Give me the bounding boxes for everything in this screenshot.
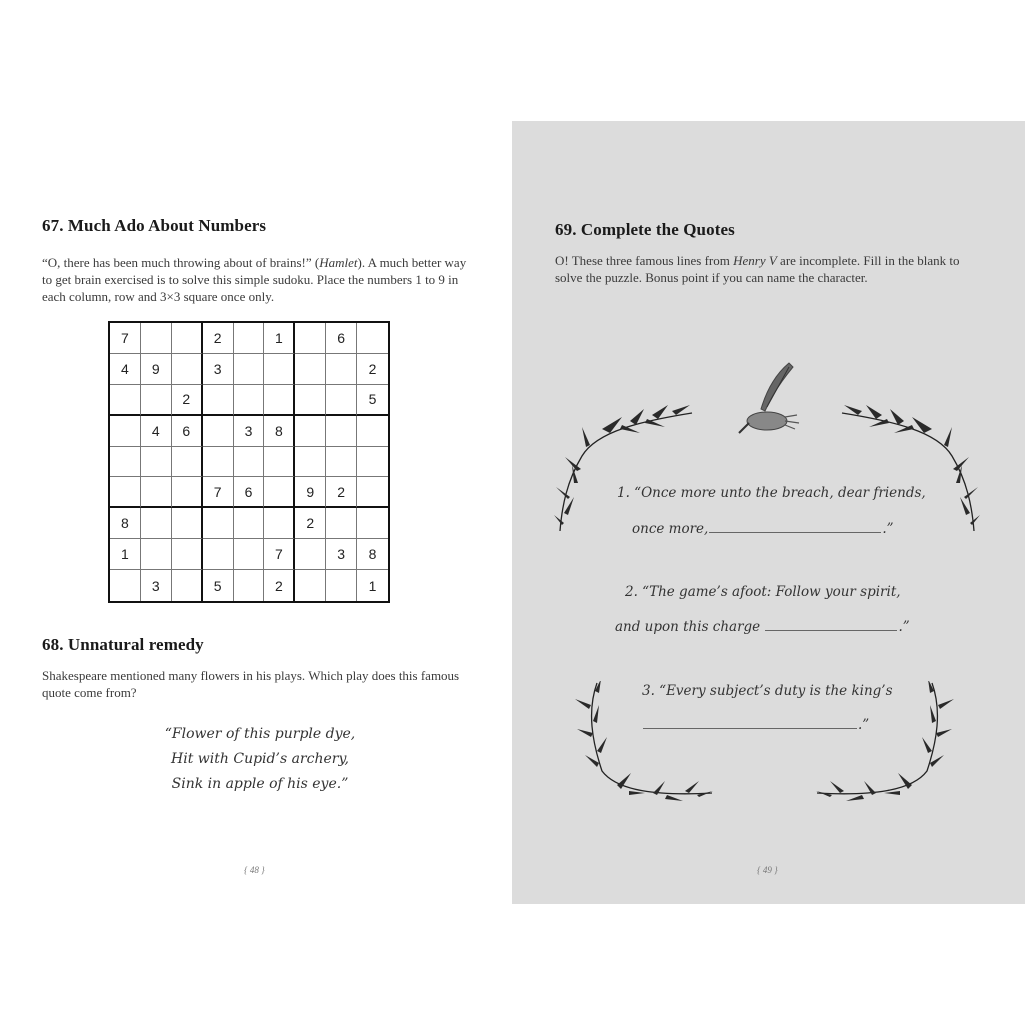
sudoku-cell xyxy=(234,447,265,478)
sudoku-cell: 3 xyxy=(141,570,172,601)
quote-1-line-2: once more, .” xyxy=(632,521,894,537)
sudoku-cell xyxy=(141,539,172,570)
sudoku-cell xyxy=(172,539,203,570)
sudoku-cell xyxy=(326,354,357,385)
laurel-branch-icon xyxy=(812,681,962,811)
laurel-branch-icon xyxy=(837,401,982,536)
sudoku-cell xyxy=(172,508,203,539)
sudoku-cell xyxy=(203,416,234,447)
sudoku-cell xyxy=(357,447,388,478)
sudoku-cell: 9 xyxy=(295,477,326,508)
sudoku-cell xyxy=(203,385,234,416)
sudoku-cell xyxy=(295,385,326,416)
sudoku-cell xyxy=(234,539,265,570)
sudoku-cell: 3 xyxy=(234,416,265,447)
sudoku-cell: 2 xyxy=(295,508,326,539)
sudoku-grid xyxy=(108,321,390,603)
sudoku-cell xyxy=(234,570,265,601)
sudoku-cell xyxy=(203,508,234,539)
answer-blank xyxy=(709,531,881,533)
sudoku-cell: 2 xyxy=(326,477,357,508)
sudoku-cell: 7 xyxy=(110,323,141,354)
sudoku-cell xyxy=(110,447,141,478)
sudoku-cell: 2 xyxy=(264,570,295,601)
sudoku-cell xyxy=(357,508,388,539)
sudoku-cell: 4 xyxy=(110,354,141,385)
sudoku-cell xyxy=(203,539,234,570)
puzzle-69-intro: O! These three famous lines from Henry V are incomplete. Fill in the blank to solve the puzzle. Bonus point if you can name the character. xyxy=(555,253,960,285)
answer-blank xyxy=(643,727,857,729)
sudoku-cell: 2 xyxy=(357,354,388,385)
sudoku-cell xyxy=(172,323,203,354)
sudoku-cell xyxy=(141,477,172,508)
laurel-branch-icon xyxy=(552,401,697,536)
sudoku-cell xyxy=(295,354,326,385)
sudoku-cell xyxy=(264,385,295,416)
sudoku-cell xyxy=(234,385,265,416)
sudoku-cell: 9 xyxy=(141,354,172,385)
sudoku-cell: 5 xyxy=(357,385,388,416)
quote-line: Sink in apple of his eye.” xyxy=(171,776,349,792)
sudoku-cell: 1 xyxy=(264,323,295,354)
sudoku-cell xyxy=(172,570,203,601)
puzzle-67-intro: “O, there has been much throwing about of brains!” (Hamlet). A much better way to get brain exercised is to solve this simple sudoku. Place the numbers 1 to 9 in each column, row and 3×3 square once only. xyxy=(42,255,467,304)
sudoku-cell: 6 xyxy=(234,477,265,508)
quote-line: “Flower of this purple dye, xyxy=(164,726,356,742)
sudoku-cell: 8 xyxy=(264,416,295,447)
sudoku-cell xyxy=(326,385,357,416)
sudoku-cell: 1 xyxy=(110,539,141,570)
flower-quote xyxy=(150,722,370,797)
quill-hand-icon xyxy=(727,359,807,439)
sudoku-cell xyxy=(357,416,388,447)
sudoku-cell xyxy=(234,354,265,385)
sudoku-cell: 8 xyxy=(110,508,141,539)
sudoku-cell xyxy=(326,570,357,601)
puzzle-67-title: 67. Much Ado About Numbers xyxy=(42,216,267,235)
sudoku-cell: 2 xyxy=(172,385,203,416)
sudoku-cell xyxy=(264,447,295,478)
sudoku-cell xyxy=(110,416,141,447)
sudoku-cell xyxy=(295,570,326,601)
quote-1-line-1: 1. “Once more unto the breach, dear friends, xyxy=(617,485,926,501)
sudoku-cell xyxy=(110,477,141,508)
sudoku-cell xyxy=(295,323,326,354)
sudoku-cell: 4 xyxy=(141,416,172,447)
sudoku-cell xyxy=(172,477,203,508)
quote-2-line-1: 2. “The game’s afoot: Follow your spirit, xyxy=(625,584,901,600)
sudoku-cell: 6 xyxy=(326,323,357,354)
sudoku-cell xyxy=(295,416,326,447)
sudoku-cell xyxy=(326,447,357,478)
sudoku-cell xyxy=(110,385,141,416)
sudoku-cell: 8 xyxy=(357,539,388,570)
sudoku-cell xyxy=(357,323,388,354)
sudoku-cell xyxy=(141,447,172,478)
right-page xyxy=(512,121,1025,904)
puzzle-68-intro: Shakespeare mentioned many flowers in his plays. Which play does this famous quote come from? xyxy=(42,668,460,700)
puzzle-69-title: 69. Complete the Quotes xyxy=(555,220,735,239)
sudoku-cell: 7 xyxy=(264,539,295,570)
sudoku-cell xyxy=(326,416,357,447)
puzzle-68-title: 68. Unnatural remedy xyxy=(42,635,204,654)
quote-line: Hit with Cupid’s archery, xyxy=(171,751,349,767)
sudoku-cell: 3 xyxy=(203,354,234,385)
laurel-branch-icon xyxy=(567,681,717,811)
sudoku-cell: 5 xyxy=(203,570,234,601)
sudoku-cell xyxy=(172,354,203,385)
sudoku-cell xyxy=(141,385,172,416)
left-page xyxy=(0,0,512,1025)
sudoku-cell: 7 xyxy=(203,477,234,508)
sudoku-cell: 3 xyxy=(326,539,357,570)
sudoku-cell xyxy=(141,323,172,354)
sudoku-cell xyxy=(234,508,265,539)
sudoku-cell xyxy=(295,447,326,478)
quote-3-line-1: 3. “Every subject’s duty is the king’s xyxy=(642,683,893,699)
sudoku-cell xyxy=(264,354,295,385)
sudoku-cell xyxy=(264,508,295,539)
sudoku-cell xyxy=(357,477,388,508)
sudoku-cell xyxy=(234,323,265,354)
sudoku-cell xyxy=(203,447,234,478)
sudoku-cell: 6 xyxy=(172,416,203,447)
sudoku-cell xyxy=(110,570,141,601)
page-number: { 48 } xyxy=(244,865,265,875)
page-number: { 49 } xyxy=(757,865,778,875)
sudoku-cell: 2 xyxy=(203,323,234,354)
answer-blank xyxy=(765,629,897,631)
sudoku-cell xyxy=(172,447,203,478)
sudoku-cell xyxy=(141,508,172,539)
sudoku-cell xyxy=(295,539,326,570)
sudoku-cell: 1 xyxy=(368,577,377,594)
sudoku-cell xyxy=(326,508,357,539)
quote-3-line-2: .” xyxy=(642,717,869,733)
quote-2-line-2: and upon this charge .” xyxy=(615,619,910,635)
sudoku-cell xyxy=(264,477,295,508)
